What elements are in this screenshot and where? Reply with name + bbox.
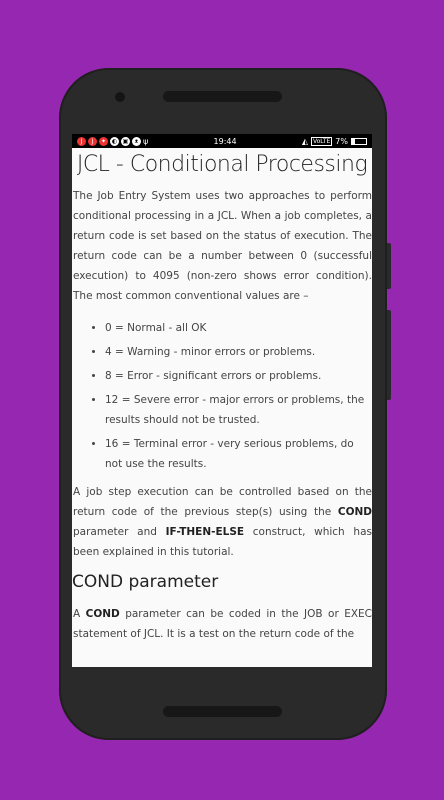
cat-icon: ᴥ (132, 137, 141, 146)
section-heading: COND parameter (72, 572, 219, 592)
cond-intro-paragraph (72, 482, 372, 562)
screen (72, 134, 372, 667)
cond-parameter-paragraph (72, 604, 372, 644)
cond-keyword: COND (337, 506, 372, 518)
app-notification-icon: ✦ (100, 137, 107, 145)
intro-paragraph: The Job Entry System uses two approaches to perform conditional processing in a JCL. When a job completes, a return code is set based on the status of execution. The return code can be a number between 0 (successful execution) to 4095 (non-zero shows error condition). The most common conventional values are – (73, 190, 372, 302)
list-item: • 4 = Warning - minor errors or problems. (105, 342, 372, 362)
status-bar (72, 134, 372, 148)
app-notification-icon: ▣ (122, 137, 129, 145)
para2-text: A job step execution can be controlled based on the return code of the previous step(s) using the (73, 486, 372, 518)
para2-text: parameter and (73, 526, 166, 538)
cond-keyword: COND (85, 608, 120, 620)
return-code-list (72, 318, 372, 474)
system-icons (302, 137, 367, 146)
clock: 19:44 (213, 136, 237, 146)
jio-icon: J (88, 137, 97, 146)
volte-icon: VoLTE (313, 137, 331, 145)
earpiece-speaker (163, 91, 282, 102)
power-button (387, 243, 391, 289)
para3-text: A (73, 608, 86, 620)
vibrate-icon: ◭ (301, 136, 308, 146)
bottom-speaker (163, 706, 282, 717)
para3-text: parameter can be coded in the JOB or EXEC statement of JCL. It is a test on the return code of the (73, 608, 372, 640)
app-notification-icon: ◐ (111, 137, 118, 145)
page-title: JCL - Conditional Processing (76, 152, 368, 177)
notification-icons (77, 137, 148, 146)
article (72, 152, 372, 644)
jio-icon: J (77, 137, 86, 146)
usb-icon: ψ (143, 136, 149, 146)
battery-icon (351, 138, 367, 145)
list-item: • 12 = Severe error - major errors or problems, the results should not be trusted. (105, 390, 372, 430)
list-item: • 8 = Error - significant errors or problems. (105, 366, 372, 386)
para2-text: construct, which has been explained in this tutorial. (73, 526, 372, 558)
phone-frame (59, 68, 387, 740)
if-then-else-keyword: IF-THEN-ELSE (165, 526, 245, 538)
list-item: • 16 = Terminal error - very serious problems, do not use the results. (105, 434, 372, 474)
list-item: • 0 = Normal - all OK (105, 318, 372, 338)
volume-button (387, 310, 391, 400)
battery-percent: 7% (335, 136, 348, 146)
front-camera (115, 92, 125, 102)
